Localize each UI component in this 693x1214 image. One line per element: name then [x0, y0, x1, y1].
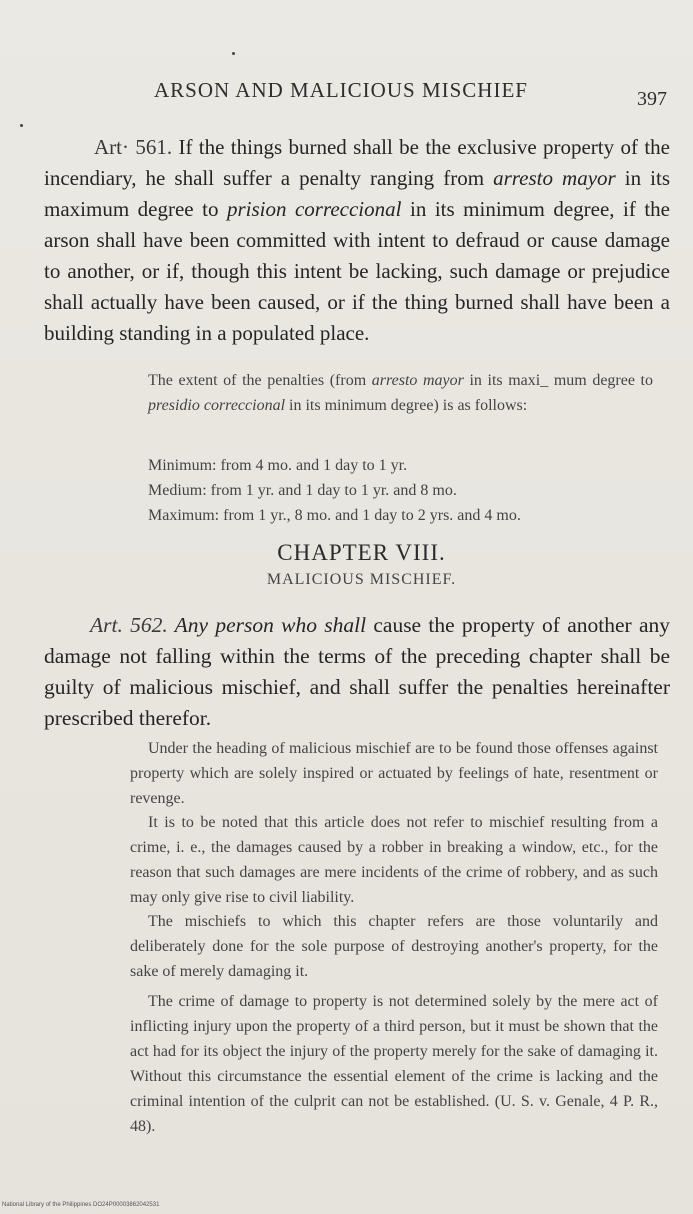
running-title: ARSON AND MALICIOUS MISCHIEF [154, 78, 528, 102]
penalty-minimum: Minimum: from 4 mo. and 1 day to 1 yr. [148, 457, 408, 474]
note-penalties-text-a: The extent of the penalties (from [148, 372, 372, 389]
article-562-italic-text: Any person who shall [167, 613, 367, 637]
penalty-list [148, 453, 668, 528]
article-561-term-1: arresto mayor [493, 166, 616, 190]
note-penalties-text-c: in its minimum degree) is as follows: [285, 397, 528, 414]
paper-speck [20, 124, 23, 127]
article-562-label: Art. 562. [90, 613, 168, 637]
article-561 [44, 132, 670, 349]
article-561-text-c: in its minimum degree, if the arson shall have been committed with intent to defraud or cause damage to another, or if, though this intent be lacking, such damage or prejudice shall actually have been caused, or if the thing burned shall have been a building standing in a populated place. [44, 197, 671, 345]
article-562 [44, 610, 670, 734]
article-561-text-a: If the things burned shall be the exclusive property of the incendiary, he shall suffer a penalty ranging from [44, 135, 670, 190]
note-penalties [148, 368, 653, 418]
penalty-medium: Medium: from 1 yr. and 1 day to 1 yr. and 8 mo. [148, 482, 457, 499]
note-robbery: It is to be noted that this article does not refer to mischief resulting from a crime, i. e., the damages caused by a robber in breaking a window, etc., for the reason that such damages are mere incidents of the crime of robbery, and as such may only give rise to civil liability. [130, 814, 658, 906]
article-561-term-2: prision correccional [226, 197, 402, 221]
note-penalties-term-1: arresto mayor [371, 372, 464, 389]
note-penalties-term-2: presidio correccional [148, 397, 286, 414]
note-heading: Under the heading of malicious mischief are to be found those offenses against property which are solely inspired or actuated by feelings of hate, resentment or revenge. [130, 740, 658, 807]
chapter-subtitle: MALICIOUS MISCHIEF. [266, 571, 457, 588]
article-561-text-b: in its maximum degree to [44, 166, 670, 221]
note-voluntary: The mischiefs to which this chapter refers are those voluntarily and deliberately done for the sole purpose of destroying another's property, for the sake of merely damaging it. [130, 913, 658, 980]
chapter-title: CHAPTER VIII. [277, 540, 446, 565]
paper-speck [232, 52, 235, 55]
page-header [0, 78, 693, 112]
article-562-text: cause the property of another any damage not falling within the terms of the preceding chapter shall be guilty of malicious mischief, and shall suffer the penalties hereinafter prescribed therefor. [44, 613, 670, 730]
penalty-maximum: Maximum: from 1 yr., 8 mo. and 1 day to 2 yrs. and 4 mo. [148, 507, 521, 524]
article-561-label: Art· 561. [94, 135, 173, 159]
note-damage-crime: The crime of damage to property is not determined solely by the mere act of inflicting injury upon the property of a third person, but it must be shown that the act had for its object the injury of the property merely for the sake of damaging it. Without this circumstance the essential element of the crime is lacking and the criminal intention of the culprit can not be established. (U. S. v. Genale, 4 P. R., 48). [130, 993, 658, 1135]
note-penalties-text-b: in its maxi_ mum degree to [463, 372, 654, 389]
archive-footer: National Library of the Philippines DO24P00003862042531 [2, 1202, 160, 1208]
page-number: 397 [637, 88, 667, 110]
